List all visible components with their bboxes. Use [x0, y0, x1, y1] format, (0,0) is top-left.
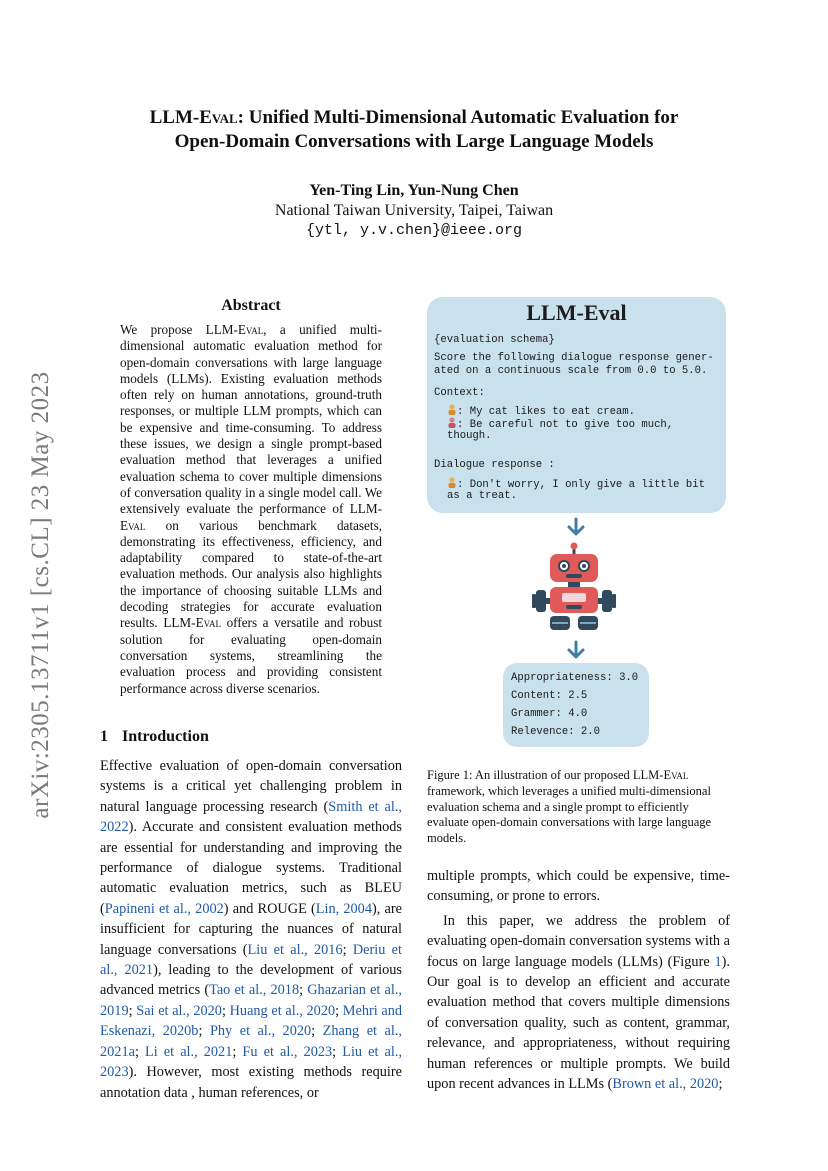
instruction-line: ated on a continuous scale from 0.0 to 5.0.: [434, 365, 708, 377]
citation-link[interactable]: Sai et al., 2020: [136, 1002, 222, 1019]
paper-title: LLM-Eval: Unified Multi-Dimensional Automatic Evaluation for Open-Domain Conversations with Large Language Models: [149, 107, 679, 152]
citation-link[interactable]: Li et al., 2021: [145, 1043, 233, 1060]
context-turn: : Be careful not to give too much,: [447, 417, 673, 431]
arxiv-stamp: arXiv:2305.13711v1 [cs.CL] 23 May 2023: [27, 371, 54, 819]
user-avatar-icon: [447, 417, 457, 428]
citation-link[interactable]: Fu et al., 2023: [242, 1043, 333, 1060]
instruction-line: Score the following dialogue response gener-: [434, 352, 714, 364]
authors: Yen-Ting Lin, Yun-Nung Chen: [309, 182, 519, 199]
robot-icon: [528, 542, 620, 634]
score-line: Relevence: 2.0: [511, 726, 601, 738]
figure-scores-panel: [503, 663, 649, 747]
right-column-text: [427, 866, 730, 1094]
citation-link[interactable]: Liu et al., 2023: [100, 1043, 403, 1081]
arrow-down-icon: [566, 517, 586, 537]
citation-link[interactable]: Huang et al., 2020: [229, 1002, 336, 1019]
score-line: Content: 2.5: [511, 690, 588, 702]
context-turn: though.: [447, 430, 492, 442]
citation-link[interactable]: Deriu et al., 2021: [100, 941, 402, 979]
email: {ytl, y.v.chen}@ieee.org: [305, 222, 523, 239]
abstract-heading: Abstract: [221, 297, 281, 314]
abstract-body: We propose LLM-Eval, a unified multi-dimensional automatic evaluation method for open-domain conversations with large language models (LLMs). Existing evaluation methods often rely on human annotations, ground-truth responses, or multiple LLM prompts, which can be expensive and time-consuming. To address these issues, we design a single prompt-based evaluation method that leverages a unified evaluation schema to cover multiple dimensions of conversation quality in a single model call. We extensively evaluate the performance of LLM-Eval on various benchmark datasets, demonstrating its effectiveness, efficiency, and adaptability compared to state-of-the-art evaluation methods. Our analysis also highlights the importance of choosing suitable LLMs and decoding strategies for accurate evaluation results. LLM-Eval offers a versatile and robust solution for evaluating open-domain conversation systems, streamlining the evaluation process and providing consistent performance across diverse scenarios.: [120, 322, 382, 696]
score-line: Grammer: 4.0: [511, 708, 588, 720]
score-line: Appropriateness: 3.0: [511, 672, 639, 684]
paragraph: multiple prompts, which could be expensive, time-consuming, or prone to errors.: [427, 868, 730, 905]
response-text: as a treat.: [447, 490, 517, 502]
intro-paragraph: Effective evaluation of open-domain conversation systems is a critical yet challenging problem in natural language processing research (Smith et al., 2022). Accurate and consistent evaluation methods are essential for understanding and improving the performance of dialogue systems. Traditional automatic evaluation metrics, such as BLEU (Papineni et al., 2002) and ROUGE (Lin, 2004), are insufficient for capturing the nuances of natural language conversations (Liu et al., 2016; Deriu et al., 2021), leading to the development of various advanced metrics (Tao et al., 2018; Ghazarian et al., 2019; Sai et al., 2020; Huang et al., 2020; Mehri and Eskenazi, 2020b; Phy et al., 2020; Zhang et al., 2021a; Li et al., 2021; Fu et al., 2023; Liu et al., 2023). However, most existing methods require annotation data , human references, or: [100, 758, 403, 1101]
citation-link[interactable]: Zhang et al., 2021a: [100, 1023, 403, 1060]
section-heading: 1 Introduction: [100, 728, 209, 745]
citation-link[interactable]: Phy et al., 2020: [209, 1023, 312, 1040]
context-label: Context:: [434, 387, 485, 399]
affiliation: National Taiwan University, Taipei, Taiwan: [274, 202, 554, 219]
citation-link[interactable]: Lin, 2004: [315, 900, 372, 917]
figure-ref-link[interactable]: 1: [714, 953, 722, 970]
figure-prompt-panel: [427, 297, 726, 513]
arrow-down-icon: [566, 640, 586, 660]
response-text: : Don't worry, I only give a little bit: [447, 477, 705, 491]
citation-link[interactable]: Brown et al., 2020: [612, 1076, 719, 1093]
figure-caption: Figure 1: An illustration of our proposed LLM-Eval framework, which leverages a unified multi-dimensional evaluation schema and a single prompt to efficiently evaluate open-domain conversations with large language models.: [427, 768, 712, 846]
citation-link[interactable]: Mehri and Eskenazi, 2020b: [100, 1002, 403, 1040]
paragraph: In this paper, we address the problem of evaluating open-domain conversation systems with a focus on large language models (LLMs) (Figure 1). Our goal is to develop an efficient and accurate evaluation method that covers multiple dimensions of conversation quality, such as content, grammar, relevance, and appropriateness, without requiring human references or multiple prompts. We build upon recent advances in LLMs (Brown et al., 2020;: [427, 912, 730, 1093]
context-turn: : My cat likes to eat cream.: [447, 404, 635, 418]
schema-line: {evaluation schema}: [434, 334, 555, 346]
citation-link[interactable]: Tao et al., 2018: [209, 982, 300, 999]
citation-link[interactable]: Ghazarian et al., 2019: [100, 982, 403, 1019]
response-label: Dialogue response :: [434, 459, 555, 471]
citation-link[interactable]: Liu et al., 2016: [247, 941, 343, 958]
citation-link[interactable]: Smith et al., 2022: [100, 798, 402, 836]
citation-link[interactable]: Papineni et al., 2002: [104, 900, 224, 917]
user-avatar-icon: [447, 404, 457, 415]
figure-panel-title: LLM-Eval: [526, 300, 627, 325]
user-avatar-icon: [447, 477, 457, 488]
